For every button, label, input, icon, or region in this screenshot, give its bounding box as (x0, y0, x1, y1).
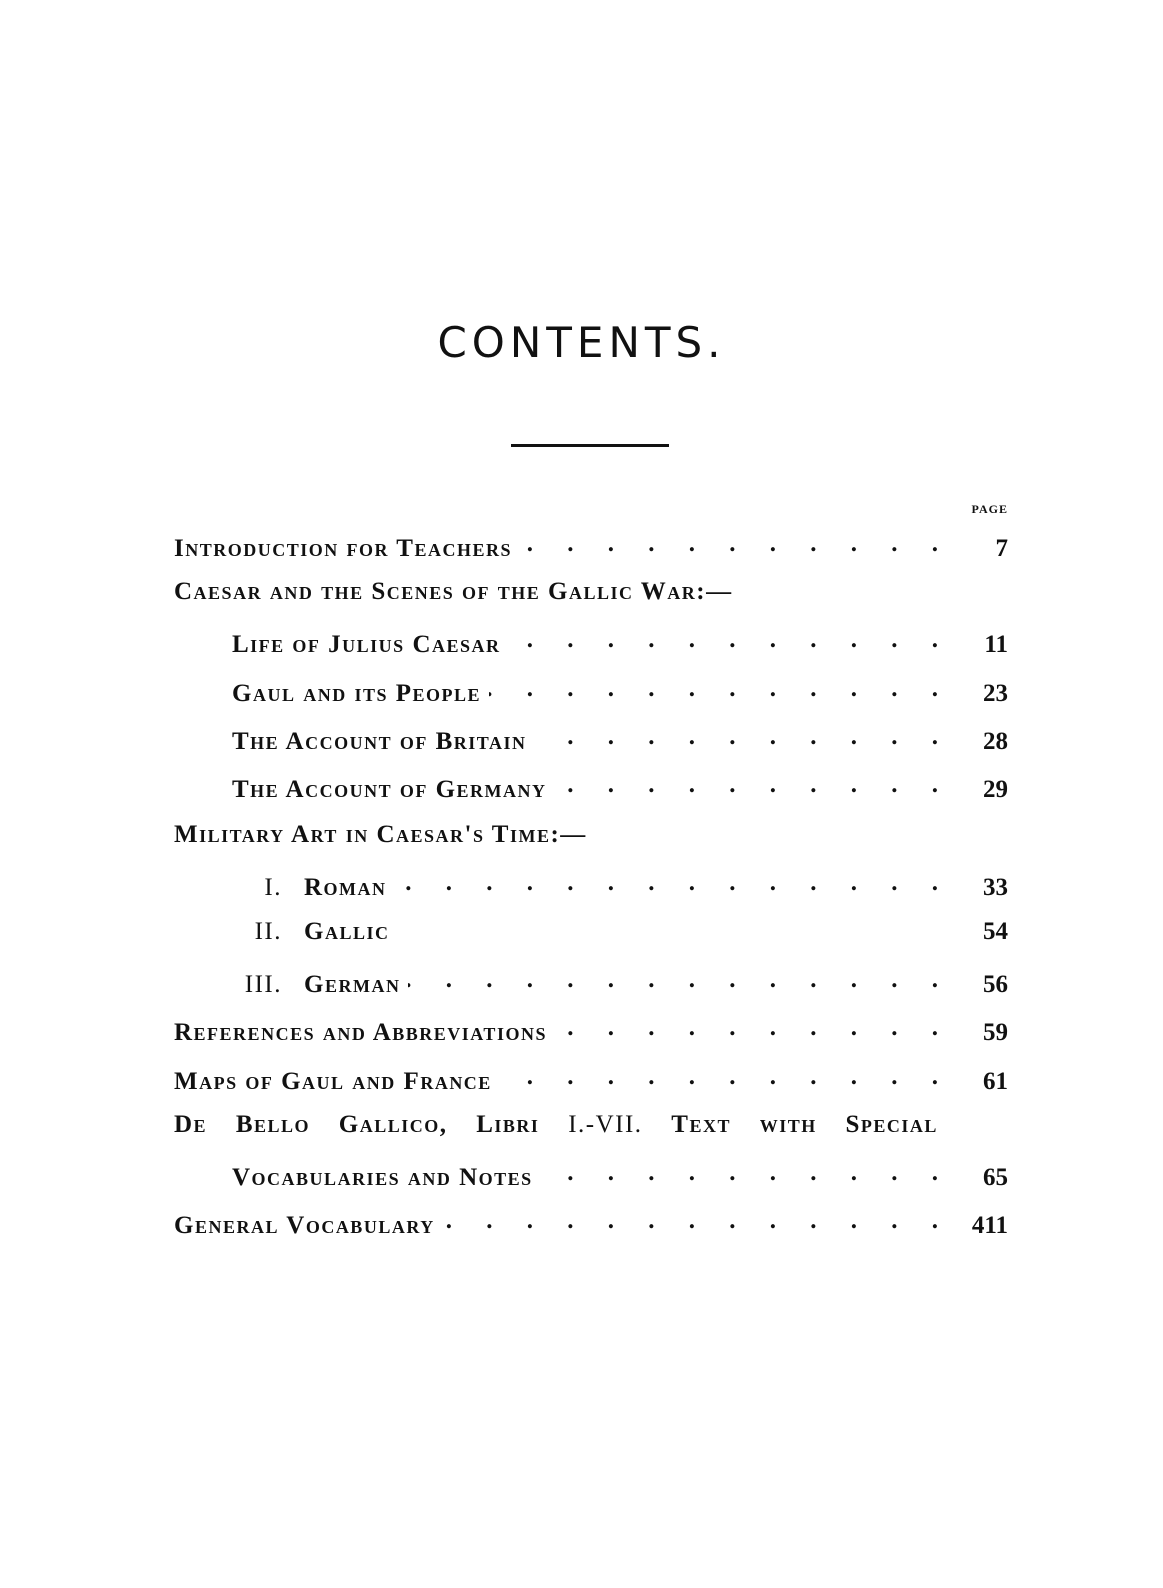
toc-entry-page: 11 (984, 631, 1008, 658)
toc-entry-page: 29 (983, 776, 1008, 803)
toc-entry-label: Gallic (304, 918, 390, 945)
toc-entry-page: 7 (995, 535, 1008, 562)
page-column-label: PAGE (971, 502, 1008, 516)
toc-entry-gaul-and-people[interactable] (232, 675, 1008, 711)
roman-numeral: II. (254, 918, 282, 945)
toc-entry-page: 23 (983, 680, 1008, 707)
dot-leader (520, 530, 952, 556)
toc-entry-german[interactable] (232, 966, 1008, 1002)
toc-entry-label: Maps of Gaul and France (174, 1068, 492, 1095)
toc-entry-page: 54 (983, 918, 1008, 945)
toc-section-label: Caesar and the Scenes of the Gallic War:— (174, 578, 733, 605)
toc-entry-page: 33 (983, 874, 1008, 901)
toc-entry-page: 28 (983, 728, 1008, 755)
toc-entry-account-of-britain[interactable] (232, 723, 1008, 759)
roman-numeral: I. (264, 874, 282, 901)
toc-entry-vocabularies-and-notes[interactable] (232, 1159, 1008, 1195)
toc-entry-page: 59 (983, 1019, 1008, 1046)
dot-leader (534, 723, 952, 749)
toc-section-label: Military Art in Caesar's Time:— (174, 821, 587, 848)
toc-entry-life-of-caesar[interactable] (232, 626, 1008, 662)
toc-entry-label: Vocabularies and Notes (232, 1164, 533, 1191)
toc-section-military-art (174, 821, 1008, 857)
toc-entry-label: Introduction for Teachers (174, 535, 512, 562)
toc-entry-introduction[interactable] (174, 530, 1008, 566)
toc-entry-gallic[interactable] (232, 918, 1008, 954)
toc-entry-label: Roman (304, 874, 387, 901)
toc-entry-label: German (304, 971, 401, 998)
toc-entry-maps[interactable] (174, 1063, 1008, 1099)
dot-leader (443, 1207, 952, 1233)
toc-entry-account-of-germany[interactable] (232, 771, 1008, 807)
toc-entry-references[interactable] (174, 1014, 1008, 1050)
dot-leader (541, 1159, 952, 1185)
toc-entry-label: The Account of Germany (232, 776, 547, 803)
toc-entry-label: General Vocabulary (174, 1212, 435, 1239)
dot-leader (489, 675, 952, 701)
toc-entry-general-vocabulary[interactable] (174, 1207, 1008, 1243)
toc-entry-label: References and Abbreviations (174, 1019, 547, 1046)
toc-entry-label: De Bello Gallico, Libri I.-VII. Text with Special (174, 1111, 938, 1138)
toc-entry-de-bello-gallico[interactable] (174, 1111, 938, 1147)
toc-section-caesar (174, 578, 1008, 614)
toc-entry-label: The Account of Britain (232, 728, 527, 755)
page-title: CONTENTS. (437, 318, 726, 367)
dot-leader (555, 771, 952, 797)
toc-entry-page: 61 (983, 1068, 1008, 1095)
toc-entry-page: 56 (983, 971, 1008, 998)
toc-entry-label: Gaul and its People (232, 680, 482, 707)
dot-leader (395, 869, 952, 895)
dot-leader (509, 626, 952, 652)
roman-numeral: III. (244, 971, 282, 998)
toc-entry-roman[interactable] (232, 869, 1008, 905)
dot-leader (555, 1014, 952, 1040)
dot-leader (500, 1063, 952, 1089)
toc-entry-page: 65 (983, 1164, 1008, 1191)
toc-entry-label: Life of Julius Caesar (232, 631, 501, 658)
dot-leader (408, 966, 952, 992)
toc-entry-page: 411 (971, 1212, 1008, 1239)
